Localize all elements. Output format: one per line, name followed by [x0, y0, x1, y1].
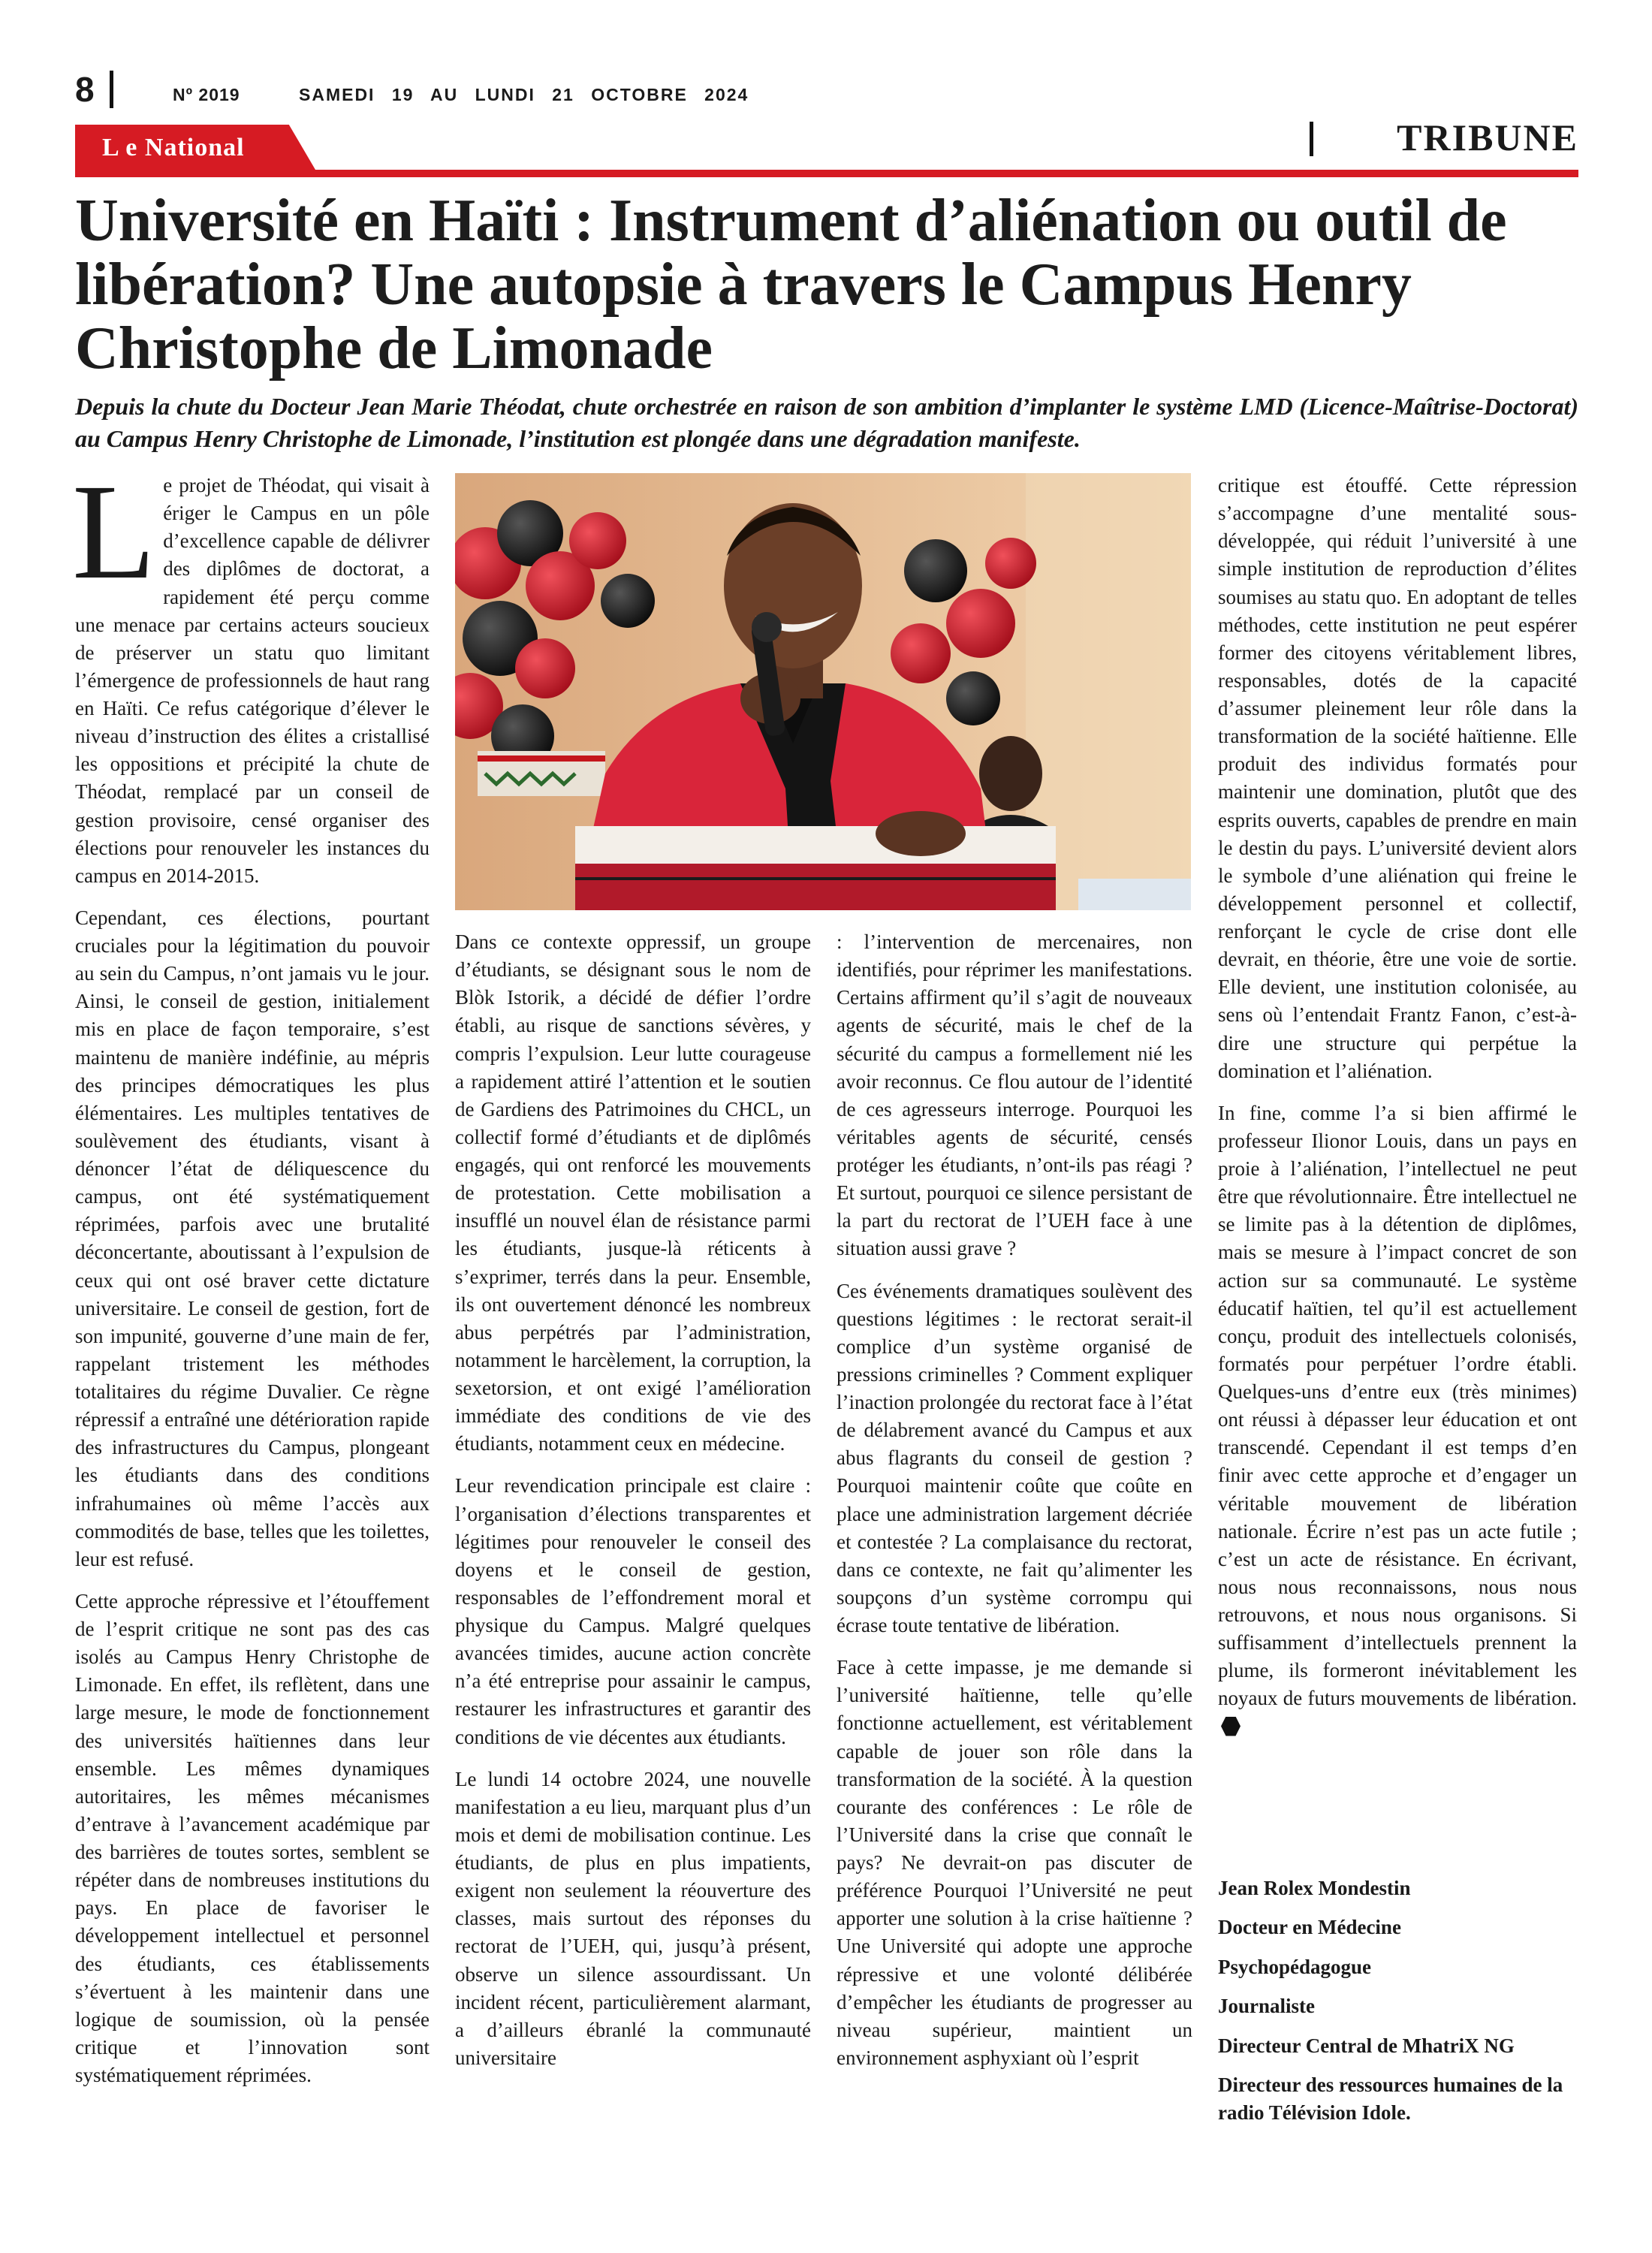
author-title: Docteur en Médecine — [1218, 1916, 1401, 1939]
speaker-photo-illustration — [455, 473, 1191, 910]
article-paragraph: Ces événements dramatiques soulèvent des questions légitimes : le rectorat serait-il complice d’un système organisé de pressions criminelles ? Comment expliquer l’inaction prolongée du rectorat face à l’état de délabrement avancé du Campus et aux abus flagrants du conseil de gestion ? Pourquoi maintenir coûte que coûte en place une administration largement décriée et contestée ? La complaisance du rectorat, dans ce contexte, ne fait qu’alimenter les soupçons d’un système corrompu qui écrase toute tentative de libération. — [837, 1279, 1192, 1636]
article-column-1 — [72, 457, 430, 2104]
article-column-3 — [837, 928, 1192, 2086]
author-signature — [1218, 1874, 1578, 2138]
author-name: Jean Rolex Mondestin — [1218, 1877, 1411, 1899]
author-title: Directeur Central de MhatriX NG — [1218, 2034, 1515, 2057]
article-paragraph: Dans ce contexte oppressif, un groupe d’étudiants, se désignant sous le nom de Blòk Istorik, a décidé de défier l’ordre établi, au risque de sanctions sévères, y compris l’expulsion. Leur lutte courageuse a rapidement attiré l’attention et le soutien de Gardiens des Patrimoines du CHCL, un collectif formé d’étudiants et de diplômés engagés, qui ont renforcé les mouvements de protestation. Cette mobilisation a insufflé un nouvel élan de résistance parmi les étudiants, jusque-là réticents à s’exprimer, terrés dans la peur. Ensemble, ils ont ouvertement dénoncé les nombreux abus perpétrés par l’administration, notamment le harcèlement, la corruption, la sexetorsion, et ont exigé l’amélioration immédiate des conditions de vie des étudiants, notamment ceux en médecine. — [455, 930, 811, 1455]
article-paragraph: critique est étouffé. Cette répression s’accompagne d’une mentalité sous-développée, qui réduit l’université à une simple institution de reproduction d’élites soumises au statu quo. En adoptant de telles méthodes, cette institution ne peut espérer former des citoyens véritablement libres, responsables, dotés de la capacité d’assumer pleinement leur rôle dans la transformation de la société haïtienne. Elle produit des individus formatés pour maintenir une domination, plutôt que des esprits ouverts, capables de prendre en main le destin du pays. L’université devient alors le symbole d’une aliénation qui freine le développement personnel et collectif, renforçant le cycle de crise dont elle devrait, en théorie, être une voie de sortie. Elle devient, une institution colonisée, au sens où l’entendait Frantz Fanon, c’est-à-dire une structure qui perpétue la domination et l’aliénation. — [1218, 474, 1577, 1082]
issue-number: Nº 2019 — [173, 85, 240, 104]
article-paragraph: Cependant, ces élections, pourtant cruciales pour la légitimation du pouvoir au sein du Campus, n’ont jamais vu le jour. Ainsi, le conseil de gestion, initialement mis en place de façon temporaire, s’est maintenu de manière indéfinie, au mépris des principes démocratiques les plus élémentaires. Les multiples tentatives de soulèvement des étudiants, visant à dénoncer l’état de déliquescence du campus, ont été systématiquement réprimées, parfois avec une brutalité déconcertante, aboutissant à l’expulsion de ceux qui ont osé braver cette dictature universitaire. Le conseil de gestion, fort de son impunité, gouverne d’une main de fer, rappelant tristement les méthodes totalitaires du régime Duvalier. Ce règne répressif a entraîné une détérioration rapide des infrastructures du Campus, plongeant les étudiants dans des conditions infrahumaines où même l’accès aux commodités de base, telles que les toilettes, leur est refusé. — [75, 906, 430, 1570]
article-paragraph — [72, 457, 430, 890]
article-paragraph: Le lundi 14 octobre 2024, une nouvelle manifestation a eu lieu, marquant plus d’un mois et demi de mobilisation continue. Les étudiants, de plus en plus impatients, exigent non seulement la réouverture des classes, mais surtout des réponses du rectorat de l’UEH, qui, jusqu’à présent, observe un silence assourdissant. Un incident récent, particulièrement alarmant, a d’ailleurs ébranlé la communauté universitaire — [455, 1767, 811, 2069]
article-photo — [455, 473, 1191, 910]
publication-name: L e National — [102, 134, 245, 161]
header-rule — [75, 170, 1578, 177]
section-title: TRIBUNE — [1397, 116, 1578, 158]
drop-cap: L — [72, 457, 156, 608]
article-standfirst: Depuis la chute du Docteur Jean Marie Théodat, chute orchestrée en raison de son ambition d’implanter le système LMD (Licence-Maîtrise-Doctorat) au Campus Henry Christophe de Limonade, l’institution est plongée dans une dégradation manifeste. — [75, 393, 1578, 453]
author-title: Directeur des ressources humaines de la radio Télévision Idole. — [1218, 2074, 1563, 2124]
article-paragraph — [1218, 1099, 1577, 1741]
end-mark-icon — [1221, 1717, 1241, 1736]
article-paragraph: Cette approche répressive et l’étouffement de l’esprit critique ne sont pas des cas isolés au Campus Henry Christophe de Limonade. En effet, ils reflètent, dans une large mesure, le mode de fonctionnement des universités haïtiennes dans leur ensemble. Les mêmes dynamiques autoritaires, les mêmes mécanismes d’entrave à l’avancement académique par des barrières de toutes sortes, semblent se répéter dans de nombreuses institutions du pays. En place de favoriser le développement intellectuel et personnel des étudiants, ces établissements s’évertuent à les maintenir dans une logique de soumission, où la pensée critique et l’innovation sont systématiquement réprimées. — [75, 1589, 430, 2086]
article-headline: Université en Haïti : Instrument d’aliénation ou outil de libération? Une autopsie à travers le Campus Henry Christophe de Limonade — [75, 188, 1507, 382]
author-title: Journaliste — [1218, 1995, 1316, 2018]
article-paragraph: Face à cette impasse, je me demande si l’université haïtienne, telle qu’elle fonctionne actuellement, est véritablement capable de jouer son rôle dans la transformation de la société. À la question courante des conférences : Le rôle de l’Université dans la crise que connaît le pays? Ne devrait-on pas discuter de préférence Pourquoi l’Université ne peut apporter une solution à la crise haïtienne ? Une Université qui adopte une approche répressive et une volonté délibérée d’empêcher les étudiants de progresser au niveau supérieur, maintient un environnement asphyxiant où l’esprit — [837, 1656, 1192, 2069]
issue-date: SAMEDI 19 AU LUNDI 21 OCTOBRE 2024 — [299, 85, 749, 104]
paragraph-text: e projet de Théodat, qui visait à ériger le Campus en un pôle d’excellence capable de délivrer des diplômes de doctorat, a rapidement été perçu comme une menace par certains acteurs soucieux de préserver un statu quo limitant l’émergence de professionnels de haut rang en Haïti. Ce refus catégorique d’élever le niveau d’instruction des élites a cristallisé les oppositions et précipité la chute de Théodat, remplacé par un conseil de gestion provisoire, censé organiser des élections pour renouveler les instances du campus en 2014-2015. — [75, 474, 430, 887]
page-number: 8 — [75, 70, 95, 109]
article-paragraph: Leur revendication principale est claire : l’organisation d’élections transparentes et légitimes pour renouveler le conseil des doyens et le conseil de gestion, responsables de l’effondrement moral et physique du Campus. Malgré quelques avancées timides, aucune action concrète n’a été entreprise pour assainir le campus, restaurer les infrastructures et garantir des conditions de vie décentes aux étudiants. — [455, 1474, 811, 1748]
article-paragraph: : l’intervention de mercenaires, non identifiés, pour réprimer les manifestations. Certains affirment qu’il s’agit de nouveaux agents de sécurité, mais le chef de la sécurité du campus a formellement nié les avoir reconnus. Ce flou autour de l’identité de ces agresseurs interroge. Pourquoi les véritables agents de sécurité, censés protéger les étudiants, n’ont-ils pas réagi ? Et surtout, pourquoi ce silence persistant de la part du rectorat de l’UEH face à une situation aussi grave ? — [837, 930, 1192, 1260]
section-divider — [1310, 122, 1313, 156]
author-title: Psychopédagogue — [1218, 1955, 1372, 1978]
article-column-4 — [1218, 472, 1577, 1755]
paragraph-text: In fine, comme l’a si bien affirmé le professeur Ilionor Louis, dans un pays en proie à l’aliénation, l’intellectuel ne peut être que révolutionnaire. Être intellectuel ne se limite pas à la détention de diplômes, mais se mesure à l’impact concret de son action sur sa communauté. Le système éducatif haïtien, tel qu’il est actuellement conçu, produit des intellectuels colonisés, formatés pour perpétuer l’ordre établi. Quelques-uns d’entre eux (très minimes) ont réussi à dépasser leur éducation et ont transcendé. Cependant il est temps d’en finir avec cette approche et d’engager un véritable mouvement de libération nationale. Écrire n’est pas un acte futile ; c’est un acte de résistance. En écrivant, nous nous reconnaissons, nous nous retrouvons, et nous nous organisons. Si suffisamment d’intellectuels prennent la plume, ils formeront inévitablement les noyaux de futurs mouvements de libération. — [1218, 1101, 1577, 1710]
article-column-2 — [455, 928, 811, 2086]
header-divider — [110, 71, 113, 108]
